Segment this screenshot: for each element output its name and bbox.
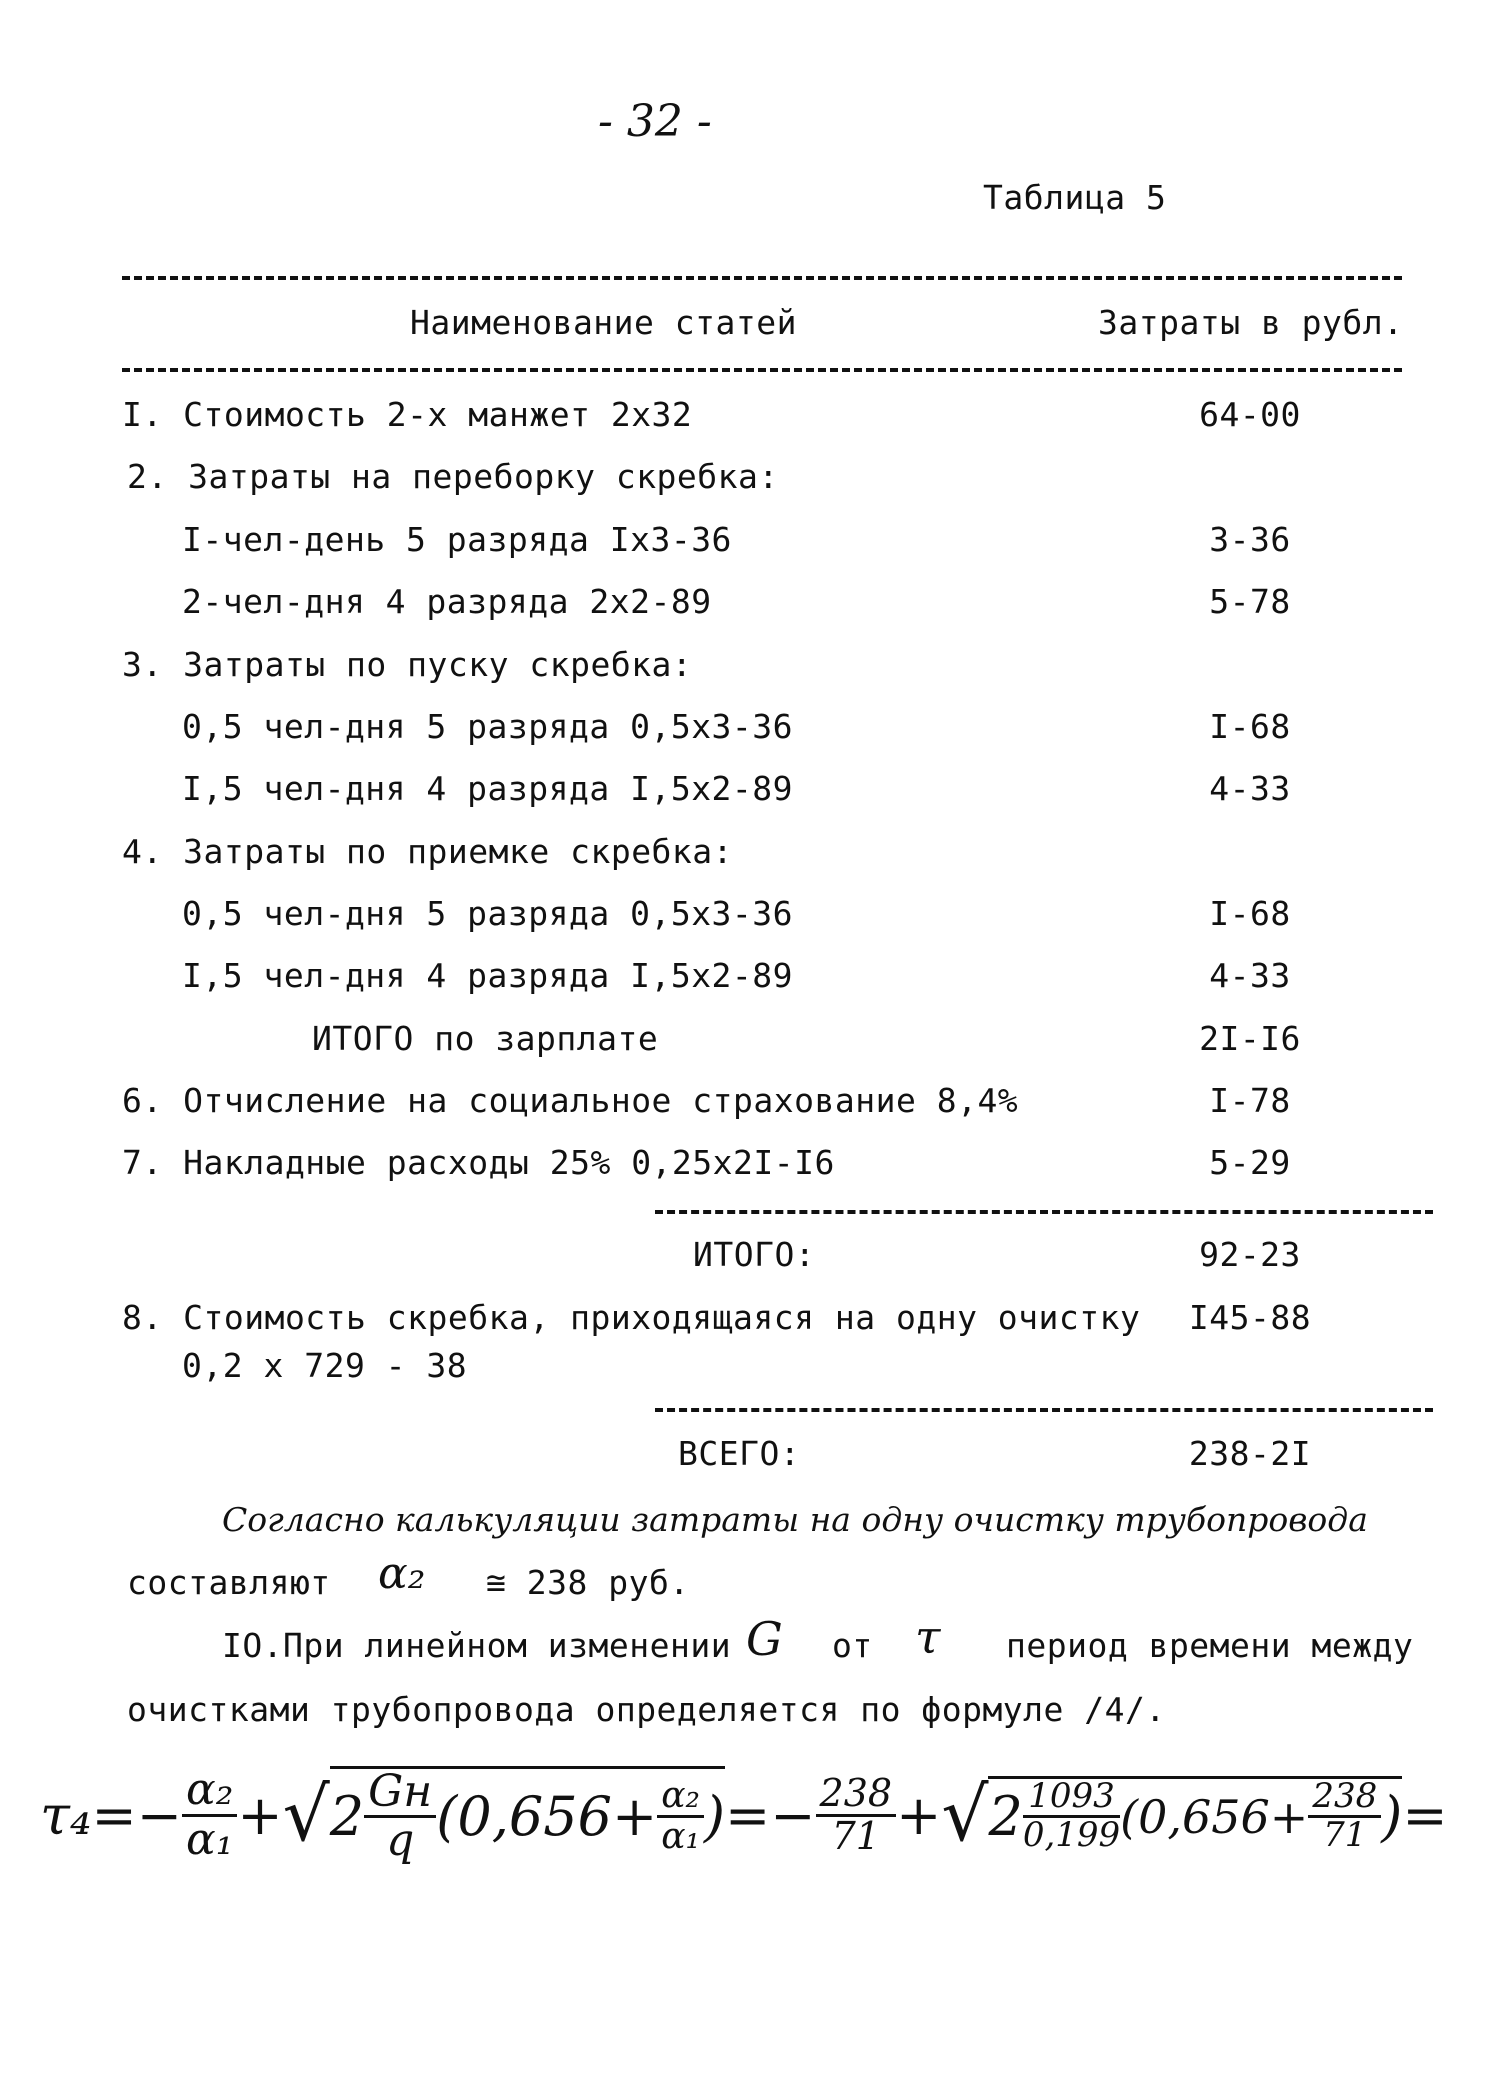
row-4a-amount: I-68 bbox=[1209, 894, 1291, 933]
subtotal-amount: 92-23 bbox=[1199, 1235, 1301, 1274]
formula-eq: = bbox=[91, 1783, 137, 1847]
table-caption: Таблица 5 bbox=[983, 178, 1167, 217]
formula-frac-238-71 bbox=[816, 1770, 897, 1858]
paragraph-2-line2: очистками трубопровода определяется по формуле /4/. bbox=[127, 1690, 1166, 1729]
formula-plus: + bbox=[237, 1783, 283, 1847]
table-top-rule bbox=[122, 276, 1402, 280]
formula-plus2: + bbox=[896, 1783, 942, 1847]
formula-eq3: = bbox=[1402, 1783, 1448, 1847]
sigma-symbol: G bbox=[746, 1612, 783, 1666]
formula-frac-238-71-inner bbox=[1308, 1776, 1381, 1855]
formula-71b: 71 bbox=[1323, 1815, 1367, 1855]
row-8-line2: 0,2 х 729 - 38 bbox=[182, 1346, 468, 1385]
formula-1093: 1093 bbox=[1023, 1779, 1120, 1818]
paragraph-1-suffix: ≅ 238 руб. bbox=[486, 1563, 690, 1602]
row-6-amount: I-78 bbox=[1209, 1081, 1291, 1120]
salary-total-label: ИТОГО по зарплате bbox=[312, 1019, 659, 1058]
formula-a2: α₂ bbox=[182, 1767, 237, 1816]
formula-0199: 0,199 bbox=[1022, 1815, 1121, 1855]
formula-a1: α₁ bbox=[186, 1813, 234, 1865]
formula-two: 2 bbox=[329, 1785, 365, 1848]
formula-a2-inner: α₂ bbox=[657, 1777, 704, 1818]
formula-gh: Gн bbox=[364, 1769, 436, 1818]
formula-two-2: 2 bbox=[988, 1785, 1023, 1848]
formula-frac-a2-a1 bbox=[182, 1764, 237, 1865]
row-2a-amount: 3-36 bbox=[1209, 520, 1291, 559]
tau-symbol: τ bbox=[915, 1610, 941, 1664]
row-3-text: 3. Затраты по пуску скребка: bbox=[122, 645, 693, 684]
formula-radicand bbox=[330, 1766, 725, 1864]
formula-238a: 238 bbox=[816, 1774, 897, 1817]
row-2a-text: I-чел-день 5 разряда Iх3-36 bbox=[182, 520, 732, 559]
total-amount: 238-2I bbox=[1188, 1434, 1312, 1473]
paragraph-2-text-a: При линейном изменении bbox=[283, 1626, 732, 1665]
row-8-amount: I45-88 bbox=[1188, 1298, 1312, 1337]
alpha2-symbol: α₂ bbox=[378, 1548, 426, 1599]
subtotal-label: ИТОГО: bbox=[693, 1235, 816, 1274]
formula-paren-656: (0,656+ bbox=[436, 1785, 658, 1848]
paragraph-2-number: IO. bbox=[222, 1626, 284, 1665]
row-1-amount: 64-00 bbox=[1199, 395, 1301, 434]
formula-lhs: τ₄ bbox=[40, 1783, 92, 1847]
sqrt-icon: √ bbox=[282, 1772, 330, 1858]
table-header-rule bbox=[122, 368, 1402, 372]
row-4b-amount: 4-33 bbox=[1209, 956, 1291, 995]
sqrt-icon-2: √ bbox=[941, 1772, 989, 1858]
row-3b-text: I,5 чел-дня 4 разряда I,5х2-89 bbox=[182, 769, 794, 808]
total-rule bbox=[655, 1408, 1433, 1412]
salary-total-amount: 2I-I6 bbox=[1199, 1019, 1301, 1058]
paragraph-1-prefix: составляют bbox=[127, 1563, 331, 1602]
paragraph-2-text-b: от bbox=[832, 1626, 873, 1665]
row-4-text: 4. Затраты по приемке скребка: bbox=[122, 832, 734, 871]
formula-paren-656-2: (0,656+ bbox=[1120, 1789, 1309, 1844]
column-header-name: Наименование статей bbox=[410, 303, 797, 342]
formula-q: q bbox=[386, 1815, 415, 1866]
formula-238b: 238 bbox=[1308, 1779, 1381, 1818]
row-6-text: 6. Отчисление на социальное страхование 8,4% bbox=[122, 1081, 1019, 1120]
formula-close: ) bbox=[703, 1785, 726, 1848]
row-1-text: I. Стоимость 2-х манжет 2х32 bbox=[122, 395, 693, 434]
formula-close-2: ) bbox=[1381, 1785, 1403, 1848]
paragraph-2-text-c: период времени между bbox=[1006, 1626, 1414, 1665]
row-8-line1: 8. Стоимость скребка, приходящаяся на одну очистку bbox=[122, 1298, 1141, 1337]
paragraph-1-line1: Согласно калькуляции затраты на одну очистку трубопровода bbox=[222, 1500, 1368, 1539]
subtotal-rule bbox=[655, 1210, 1433, 1214]
formula-frac-gh-q bbox=[364, 1765, 436, 1866]
formula-frac-1093-0199 bbox=[1022, 1776, 1121, 1855]
total-label: ВСЕГО: bbox=[678, 1434, 801, 1473]
page-number: - 32 - bbox=[598, 96, 712, 147]
row-3a-text: 0,5 чел-дня 5 разряда 0,5х3-36 bbox=[182, 707, 794, 746]
formula-minus: − bbox=[136, 1783, 183, 1847]
row-7-text: 7. Накладные расходы 25% 0,25х2I-I6 bbox=[122, 1143, 835, 1182]
formula-radicand-2 bbox=[988, 1776, 1402, 1853]
row-2b-amount: 5-78 bbox=[1209, 582, 1291, 621]
row-2b-text: 2-чел-дня 4 разряда 2х2-89 bbox=[182, 582, 712, 621]
row-7-amount: 5-29 bbox=[1209, 1143, 1291, 1182]
formula-minus2: − bbox=[770, 1783, 816, 1847]
row-3a-amount: I-68 bbox=[1209, 707, 1291, 746]
row-4a-text: 0,5 чел-дня 5 разряда 0,5х3-36 bbox=[182, 894, 794, 933]
formula-a1-inner: α₁ bbox=[661, 1816, 700, 1857]
row-3b-amount: 4-33 bbox=[1209, 769, 1291, 808]
formula-eq2: = bbox=[725, 1783, 771, 1847]
formula-71a: 71 bbox=[831, 1813, 880, 1858]
column-header-cost: Затраты в рубл. bbox=[1098, 303, 1404, 342]
formula bbox=[40, 1750, 1480, 1880]
row-4b-text: I,5 чел-дня 4 разряда I,5х2-89 bbox=[182, 956, 794, 995]
formula-frac-a2-a1-inner bbox=[657, 1777, 704, 1856]
row-2-text: 2. Затраты на переборку скребка: bbox=[127, 457, 779, 496]
